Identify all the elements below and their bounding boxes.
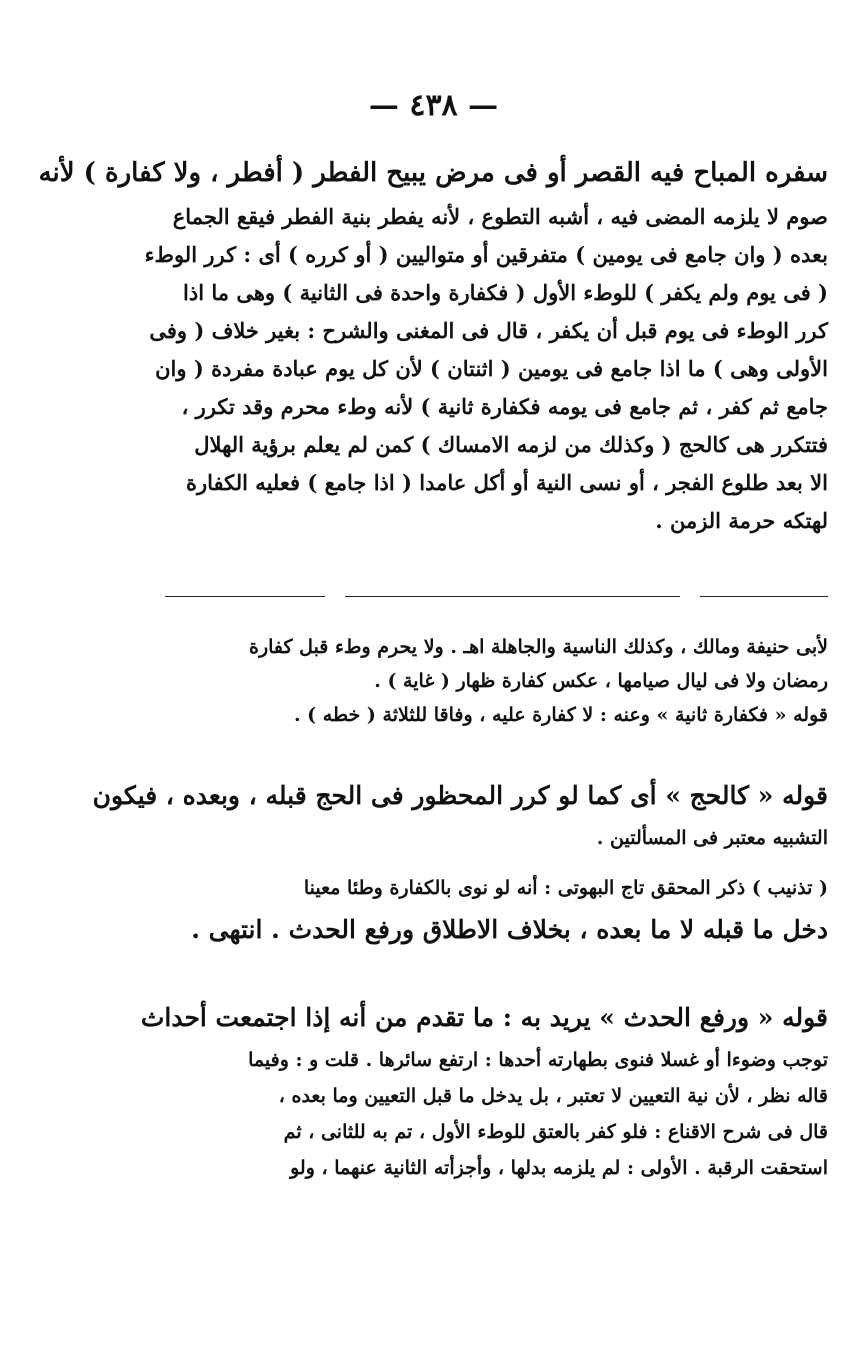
separator-rule <box>165 596 325 597</box>
page-number: — ٤٣٨ — <box>368 88 499 123</box>
text-line: فتتكرر هى كالحج ( وكذلك من لزمه الامساك ) كمن لم يعلم برؤية الهلال <box>194 432 828 457</box>
separator-rule <box>345 596 680 597</box>
comment-line: توجب وضوءا أو غسلا فنوى بطهارته أحدها : ارتفع سائرها . قلت و : وفيما <box>248 1049 828 1071</box>
comment-line: قوله « كالحج » أى كما لو كرر المحظور فى الحج قبله ، وبعده ، فيكون <box>92 781 828 810</box>
comment-hajj <box>92 772 828 856</box>
text-line: ( فى يوم ولم يكفر ) للوطء الأول ( فكفارة واحدة فى الثانية ) وهى ما اذا <box>183 280 828 305</box>
footnote-line: قوله « فكفارة ثانية » وعنه : لا كفارة عليه ، وفاقا للثلاثة ( خطه ) . <box>293 704 828 726</box>
comment-hadath <box>140 994 828 1186</box>
comment-line: دخل ما قبله لا ما بعده ، بخلاف الاطلاق ورفع الحدث . انتهى . <box>191 915 828 944</box>
comment-tadhnib <box>158 870 828 954</box>
text-line: الأولى وهى ) ما اذا جامع فى يومين ( اثنتان ) لأن كل يوم عبادة مفردة ( وان <box>155 356 828 381</box>
text-line: بعده ( وان جامع فى يومين ) متفرقين أو متواليين ( أو كرره ) أى : كرر الوطء <box>144 242 828 267</box>
comment-line: قوله « ورفع الحدث » يريد به : ما تقدم من أنه إذا اجتمعت أحداث <box>140 1003 828 1032</box>
comment-line: استحقت الرقبة . الأولى : لم يلزمه بدلها ، وأجزأته الثانية عنهما ، ولو <box>290 1157 828 1179</box>
text-line: سفره المباح فيه القصر أو فى مرض يبيح الفطر ( أفطر ، ولا كفارة ) لأنه <box>38 158 828 188</box>
text-line: الا بعد طلوع الفجر ، أو نسى النية أو أكل عامدا ( اذا جامع ) فعليه الكفارة <box>186 470 828 495</box>
comment-line: ( تذنيب ) ذكر المحقق تاج البهوتى : أنه لو نوى بالكفارة وطئا معينا <box>303 877 828 899</box>
footnote-line: لأبى حنيفة ومالك ، وكذلك الناسية والجاهلة اهـ . ولا يحرم وطء قبل كفارة <box>248 636 828 658</box>
text-line: لهتكه حرمة الزمن . <box>655 508 828 533</box>
text-line: صوم لا يلزمه المضى فيه ، أشبه التطوع ، لأنه يفطر بنية الفطر فيقع الجماع <box>172 204 828 229</box>
comment-line: قال فى شرح الاقناع : فلو كفر بالعتق للوطء الأول ، تم به للثانى ، ثم <box>283 1121 828 1143</box>
text-line: جامع ثم كفر ، ثم جامع فى يومه فكفارة ثانية ) لأنه وطء محرم وقد تكرر ، <box>181 394 828 419</box>
footnote-line: رمضان ولا فى ليال صيامها ، عكس كفارة ظهار ( غاية ) . <box>374 670 828 692</box>
comment-line: قاله نظر ، لأن نية التعيين لا تعتبر ، بل يدخل ما قبل التعيين وما بعده ، <box>278 1085 828 1107</box>
footnotes-block <box>158 630 828 732</box>
comment-line: التشبيه معتبر فى المسألتين . <box>596 827 828 849</box>
separator-rule <box>700 596 828 597</box>
main-text-body <box>38 148 828 540</box>
text-line: كرر الوطء فى يوم قبل أن يكفر ، قال فى المغنى والشرح : بغير خلاف ( وفى <box>149 318 828 343</box>
